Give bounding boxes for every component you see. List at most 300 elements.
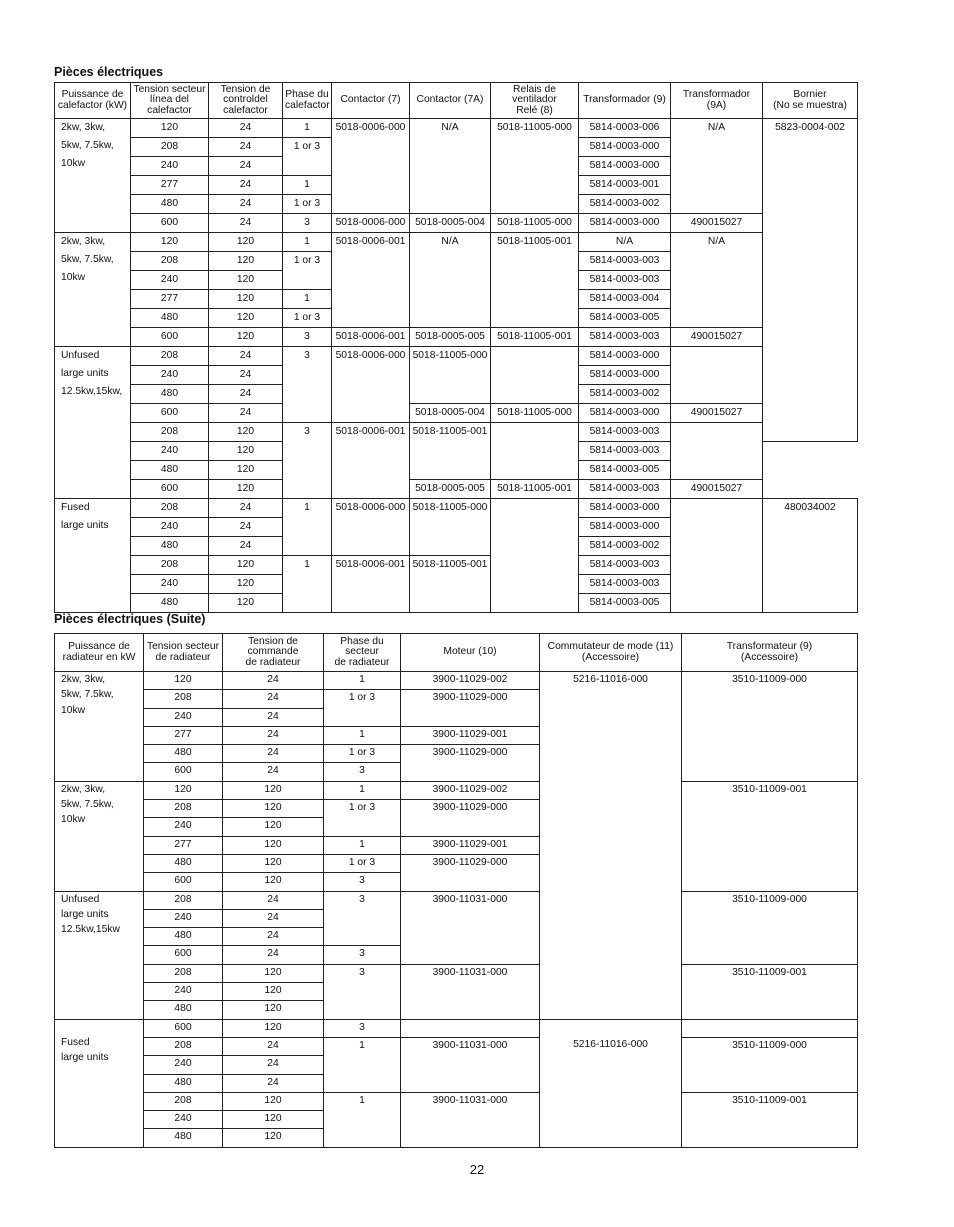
motor-10: 3900-11031-000 [401, 1037, 540, 1092]
contactor-7: 5018-0006-001 [332, 423, 410, 499]
phase: 1 or 3 [283, 309, 332, 328]
group-label-line: 10kw [61, 814, 86, 826]
column-header-line: (Accessoire) [581, 651, 640, 663]
group-label-line: large units [61, 1052, 109, 1064]
column-header-line: de radiateur [245, 656, 301, 668]
column-header [491, 83, 579, 119]
transformer-9: 5814-0003-003 [579, 328, 671, 347]
control-voltage: 120 [209, 594, 283, 613]
transformer-9: 3510-11009-000 [682, 1037, 858, 1092]
table-row [55, 964, 858, 982]
mode-switch-11 [540, 1019, 682, 1147]
phase: 3 [324, 763, 401, 781]
column-header-line: línea del [150, 94, 189, 106]
group-label-line: 5kw, 7.5kw, [61, 689, 114, 701]
phase: 1 [283, 499, 332, 556]
line-voltage: 480 [144, 928, 223, 946]
group-label-line: 5kw, 7.5kw, [61, 799, 114, 811]
line-voltage: 208 [131, 499, 209, 518]
table-row [55, 214, 858, 233]
column-header [671, 83, 763, 119]
column-header-line: de radiateur [334, 656, 390, 668]
control-voltage: 24 [209, 518, 283, 537]
transformer-9: 3510-11009-000 [682, 891, 858, 964]
motor-10: 3900-11031-000 [401, 1092, 540, 1147]
control-voltage: 24 [223, 928, 324, 946]
control-voltage: 120 [223, 800, 324, 818]
control-voltage: 120 [223, 854, 324, 872]
group-label-line: Fused [61, 1036, 90, 1048]
transformer-9: 5814-0003-003 [579, 556, 671, 575]
transformer-9: 5814-0003-005 [579, 461, 671, 480]
group-label-line: Fused [61, 502, 90, 513]
control-voltage: 24 [209, 499, 283, 518]
group-label [55, 119, 131, 233]
phase: 3 [324, 891, 401, 946]
control-voltage: 120 [223, 873, 324, 891]
transformer-9: 3510-11009-001 [682, 781, 858, 891]
control-voltage: 120 [209, 461, 283, 480]
group-label-line: 10kw [61, 704, 86, 716]
transformer-9a: 490015027 [671, 480, 763, 499]
control-voltage: 24 [223, 708, 324, 726]
transformer-9a: N/A [671, 233, 763, 328]
control-voltage: 120 [209, 309, 283, 328]
column-header-line: Bornier [793, 89, 827, 100]
control-voltage: 24 [223, 745, 324, 763]
table-row [55, 480, 858, 499]
transformer-9a: 490015027 [671, 404, 763, 423]
phase: 1 or 3 [324, 745, 401, 763]
contactor-7a: 5018-0005-005 [410, 328, 491, 347]
group-label [55, 347, 131, 499]
transformer-9: 5814-0003-000 [579, 366, 671, 385]
line-voltage: 480 [131, 594, 209, 613]
column-header-line: Transformateur (9) [726, 641, 813, 652]
line-voltage: 480 [131, 537, 209, 556]
column-header-line: Puissance de [68, 641, 130, 652]
control-voltage: 120 [223, 1092, 324, 1110]
motor-10: 3900-11029-001 [401, 726, 540, 744]
phase: 1 or 3 [324, 854, 401, 872]
line-voltage: 600 [131, 404, 209, 423]
group-label-line: 10kw [61, 158, 86, 170]
column-header-line: Phase du [285, 89, 329, 100]
transformer-9: 3510-11009-001 [682, 964, 858, 1019]
transformer-9: 5814-0003-003 [579, 442, 671, 461]
phase: 1 [324, 781, 401, 799]
contactor-7: 5018-0006-001 [332, 328, 410, 347]
line-voltage: 600 [131, 214, 209, 233]
control-voltage: 120 [223, 964, 324, 982]
line-voltage: 208 [131, 252, 209, 271]
contactor-7: 5018-0006-001 [332, 233, 410, 328]
transformer-9: 5814-0003-006 [579, 119, 671, 138]
column-header [763, 83, 858, 119]
phase: 1 [283, 290, 332, 309]
motor-10: 3900-11029-002 [401, 672, 540, 690]
group-label [55, 233, 131, 347]
column-header-line: Tension secteur [133, 83, 206, 95]
line-voltage: 120 [144, 672, 223, 690]
transformer-9a [671, 347, 763, 404]
column-header [144, 634, 223, 672]
column-header [540, 634, 682, 672]
column-header-line: ventilador [512, 94, 557, 106]
phase: 3 [324, 873, 401, 891]
transformer-9: 5814-0003-002 [579, 385, 671, 404]
table-row [55, 328, 858, 347]
column-header-line: (No se muestra) [773, 99, 847, 111]
table-row [55, 781, 858, 799]
phase: 1 [283, 556, 332, 613]
line-voltage: 240 [131, 157, 209, 176]
control-voltage: 120 [223, 836, 324, 854]
section2-title: Pièces électriques (Suite) [54, 612, 206, 626]
phase: 1 or 3 [283, 252, 332, 290]
column-header-line: Tension de [220, 83, 271, 95]
line-voltage: 208 [131, 138, 209, 157]
line-voltage: 600 [144, 873, 223, 891]
control-voltage: 24 [223, 946, 324, 964]
phase: 1 or 3 [324, 800, 401, 837]
control-voltage: 24 [223, 690, 324, 708]
contactor-7a: 5018-0005-005 [410, 480, 491, 499]
line-voltage: 120 [131, 119, 209, 138]
column-header-line: calefactor (kW) [57, 99, 128, 111]
table-row [55, 347, 858, 366]
transformer-9a: 490015027 [671, 214, 763, 233]
table-row [55, 119, 858, 138]
control-voltage: 120 [209, 252, 283, 271]
control-voltage: 120 [223, 818, 324, 836]
group-label [55, 499, 131, 613]
control-voltage: 120 [209, 556, 283, 575]
line-voltage: 208 [144, 1037, 223, 1055]
contactor-7a: N/A [410, 233, 491, 328]
control-voltage: 120 [209, 480, 283, 499]
line-voltage: 240 [144, 1056, 223, 1074]
column-header-line: calefactor [223, 104, 268, 116]
group-label-line: 2kw, 3kw, [61, 674, 106, 685]
column-header [55, 634, 144, 672]
line-voltage: 240 [144, 909, 223, 927]
column-header [283, 83, 332, 119]
control-voltage: 24 [223, 1074, 324, 1092]
line-voltage: 480 [131, 195, 209, 214]
contactor-7: 5018-0006-000 [332, 499, 410, 556]
phase: 1 [324, 1037, 401, 1092]
line-voltage: 600 [144, 1019, 223, 1037]
group-label [55, 781, 144, 891]
column-header-line: Relé (8) [516, 104, 553, 116]
control-voltage: 120 [209, 290, 283, 309]
line-voltage: 480 [131, 309, 209, 328]
column-header [223, 634, 324, 672]
motor-10 [401, 1019, 540, 1037]
group-label-line: large units [61, 368, 109, 380]
transformer-9: 5814-0003-000 [579, 214, 671, 233]
line-voltage: 240 [131, 575, 209, 594]
line-voltage: 240 [144, 818, 223, 836]
motor-10: 3900-11029-002 [401, 781, 540, 799]
terminal-block: 5823-0004-002 [763, 119, 858, 442]
column-header-line: commande [247, 646, 299, 658]
transformer-9: 5814-0003-004 [579, 290, 671, 309]
control-voltage: 24 [209, 404, 283, 423]
phase: 1 or 3 [283, 138, 332, 176]
line-voltage: 600 [144, 763, 223, 781]
line-voltage: 277 [131, 290, 209, 309]
control-voltage: 120 [209, 233, 283, 252]
control-voltage: 120 [209, 328, 283, 347]
line-voltage: 240 [131, 366, 209, 385]
relay-8: 5018-11005-000 [491, 119, 579, 214]
column-header-line: de radiateur [155, 651, 211, 663]
control-voltage: 120 [209, 271, 283, 290]
contactor-7a: N/A [410, 119, 491, 214]
transformer-9: 5814-0003-000 [579, 499, 671, 518]
transformer-9: 5814-0003-005 [579, 309, 671, 328]
contactor-7a: 5018-0005-004 [410, 404, 491, 423]
motor-10: 3900-11029-000 [401, 854, 540, 891]
transformer-9a: N/A [671, 119, 763, 214]
group-label-line: large units [61, 520, 109, 532]
line-voltage: 208 [144, 690, 223, 708]
mode-switch-11: 5216-11016-000 [540, 672, 682, 1020]
control-voltage: 24 [209, 195, 283, 214]
table-row [55, 672, 858, 690]
contactor-7a: 5018-0005-004 [410, 214, 491, 233]
transformer-9a [671, 423, 763, 480]
group-label-line: 10kw [61, 272, 86, 284]
column-header-line: Contactor (7A) [416, 94, 484, 106]
column-header [209, 83, 283, 119]
control-voltage: 24 [209, 347, 283, 366]
phase: 1 [324, 836, 401, 854]
control-voltage: 120 [223, 1129, 324, 1147]
table-row [55, 891, 858, 909]
phase: 1 [324, 672, 401, 690]
motor-10: 3900-11029-000 [401, 800, 540, 837]
relay-8 [491, 499, 579, 613]
table-row [55, 1092, 858, 1110]
motor-10: 3900-11029-001 [401, 836, 540, 854]
line-voltage: 600 [144, 946, 223, 964]
control-voltage: 24 [209, 366, 283, 385]
control-voltage: 120 [223, 1001, 324, 1019]
relay-8 [491, 423, 579, 480]
group-label [55, 672, 144, 782]
control-voltage: 120 [223, 781, 324, 799]
phase: 1 [283, 176, 332, 195]
group-label-line: Unfused [61, 893, 100, 905]
line-voltage: 208 [131, 423, 209, 442]
column-header [332, 83, 410, 119]
line-voltage: 208 [144, 1092, 223, 1110]
group-label-line: large units [61, 908, 109, 920]
line-voltage: 240 [144, 708, 223, 726]
contactor-7a: 5018-11005-000 [410, 499, 491, 556]
line-voltage: 240 [144, 1111, 223, 1129]
transformer-9: 5814-0003-001 [579, 176, 671, 195]
transformer-9: 5814-0003-003 [579, 575, 671, 594]
column-header-line: Contactor (7) [340, 94, 401, 106]
page-number: 22 [469, 1162, 485, 1177]
phase: 3 [324, 964, 401, 1019]
phase: 1 or 3 [283, 195, 332, 214]
line-voltage: 240 [131, 271, 209, 290]
control-voltage: 24 [223, 891, 324, 909]
column-header [682, 634, 858, 672]
control-voltage: 24 [209, 385, 283, 404]
line-voltage: 480 [144, 745, 223, 763]
transformer-9: 5814-0003-000 [579, 404, 671, 423]
transformer-9: 5814-0003-000 [579, 518, 671, 537]
control-voltage: 24 [223, 763, 324, 781]
control-voltage: 120 [209, 442, 283, 461]
line-voltage: 480 [144, 1001, 223, 1019]
transformer-9a: 490015027 [671, 328, 763, 347]
column-header-line: Phase du [340, 635, 384, 647]
control-voltage: 24 [209, 119, 283, 138]
phase: 1 [283, 119, 332, 138]
line-voltage: 120 [144, 781, 223, 799]
control-voltage: 24 [223, 1037, 324, 1055]
group-label-line: 12.5kw,15kw [61, 924, 120, 936]
motor-10: 3900-11029-000 [401, 690, 540, 727]
column-header-line: Tension secteur [146, 641, 220, 652]
section1-title: Pièces électriques [54, 65, 164, 79]
line-voltage: 208 [131, 347, 209, 366]
phase: 3 [324, 1019, 401, 1037]
phase: 1 or 3 [324, 690, 401, 727]
table-row [55, 233, 858, 252]
line-voltage: 277 [144, 836, 223, 854]
column-header [410, 83, 491, 119]
line-voltage: 208 [144, 800, 223, 818]
group-label-line: Unfused [61, 350, 100, 361]
line-voltage: 120 [131, 233, 209, 252]
control-voltage: 24 [209, 537, 283, 556]
phase: 3 [283, 347, 332, 423]
line-voltage: 208 [144, 964, 223, 982]
phase: 3 [283, 328, 332, 347]
control-voltage: 120 [223, 1111, 324, 1129]
transformer-9: 5814-0003-000 [579, 157, 671, 176]
table-row [55, 404, 858, 423]
terminal-block: 480034002 [763, 499, 858, 613]
phase: 1 [324, 1092, 401, 1147]
motor-10: 3900-11031-000 [401, 891, 540, 964]
mode-switch-11-value: 5216-11016-000 [573, 1038, 648, 1050]
transformer-9: 5814-0003-003 [579, 423, 671, 442]
transformer-9: 5814-0003-000 [579, 347, 671, 366]
table-row [55, 1037, 858, 1055]
line-voltage: 240 [131, 518, 209, 537]
transformer-9: 5814-0003-002 [579, 537, 671, 556]
phase: 3 [324, 946, 401, 964]
line-voltage: 208 [144, 891, 223, 909]
transformer-9a [671, 499, 763, 613]
column-header-line: secteur [345, 646, 379, 658]
table-row [55, 1019, 858, 1037]
column-header [579, 83, 671, 119]
group-label-line: 5kw, 7.5kw, [61, 140, 114, 152]
contactor-7: 5018-0006-000 [332, 347, 410, 423]
control-voltage: 24 [223, 1056, 324, 1074]
column-header-line: Transformador (9) [583, 94, 666, 106]
transformer-9: 5814-0003-003 [579, 271, 671, 290]
line-voltage: 480 [131, 385, 209, 404]
transformer-9: 3510-11009-001 [682, 1092, 858, 1147]
group-label-line: 2kw, 3kw, [61, 122, 106, 133]
line-voltage: 208 [131, 556, 209, 575]
control-voltage: 24 [223, 726, 324, 744]
line-voltage: 480 [144, 1074, 223, 1092]
line-voltage: 480 [144, 1129, 223, 1147]
contactor-7a: 5018-11005-000 [410, 347, 491, 404]
contactor-7: 5018-0006-000 [332, 119, 410, 214]
column-header-line: Moteur (10) [443, 646, 497, 658]
phase: 1 [283, 233, 332, 252]
line-voltage: 240 [144, 983, 223, 1001]
spacer [542, 1020, 679, 1037]
transformer-9: 3510-11009-000 [682, 672, 858, 782]
parts-table-2 [54, 633, 858, 1148]
column-header-line: calefactor [147, 104, 192, 116]
column-header-line: controldel [223, 94, 268, 106]
table-row [55, 423, 858, 442]
group-label [55, 891, 144, 1019]
control-voltage: 24 [223, 672, 324, 690]
relay-8: 5018-11005-001 [491, 233, 579, 328]
contactor-7: 5018-0006-001 [332, 556, 410, 613]
table-row [55, 499, 858, 518]
group-label-line: 12.5kw,15kw, [61, 386, 123, 398]
control-voltage: 24 [223, 909, 324, 927]
group-label-line: 2kw, 3kw, [61, 236, 106, 247]
motor-10: 3900-11031-000 [401, 964, 540, 1019]
group-label-line: 2kw, 3kw, [61, 783, 106, 795]
column-header [55, 83, 131, 119]
control-voltage: 24 [209, 214, 283, 233]
transformer-9: 5814-0003-003 [579, 252, 671, 271]
line-voltage: 277 [131, 176, 209, 195]
control-voltage: 24 [209, 176, 283, 195]
column-header-line: Commutateur de mode (11) [547, 641, 674, 652]
column-header-line: (Accessoire) [740, 651, 799, 663]
contactor-7a: 5018-11005-001 [410, 556, 491, 613]
phase: 3 [283, 214, 332, 233]
control-voltage: 120 [223, 983, 324, 1001]
transformer-9: 5814-0003-005 [579, 594, 671, 613]
transformer-9 [682, 1019, 858, 1037]
column-header [324, 634, 401, 672]
phase: 3 [283, 423, 332, 499]
column-header-line: Relais de [513, 83, 556, 95]
relay-8: 5018-11005-000 [491, 404, 579, 423]
column-header-line: Transformador (9A) [682, 89, 751, 111]
relay-8: 5018-11005-001 [491, 328, 579, 347]
column-header-line: Puissance de [61, 89, 124, 100]
group-label [55, 1019, 144, 1147]
contactor-7a: 5018-11005-001 [410, 423, 491, 480]
control-voltage: 120 [209, 423, 283, 442]
line-voltage: 600 [131, 480, 209, 499]
line-voltage: 480 [144, 854, 223, 872]
line-voltage: 600 [131, 328, 209, 347]
